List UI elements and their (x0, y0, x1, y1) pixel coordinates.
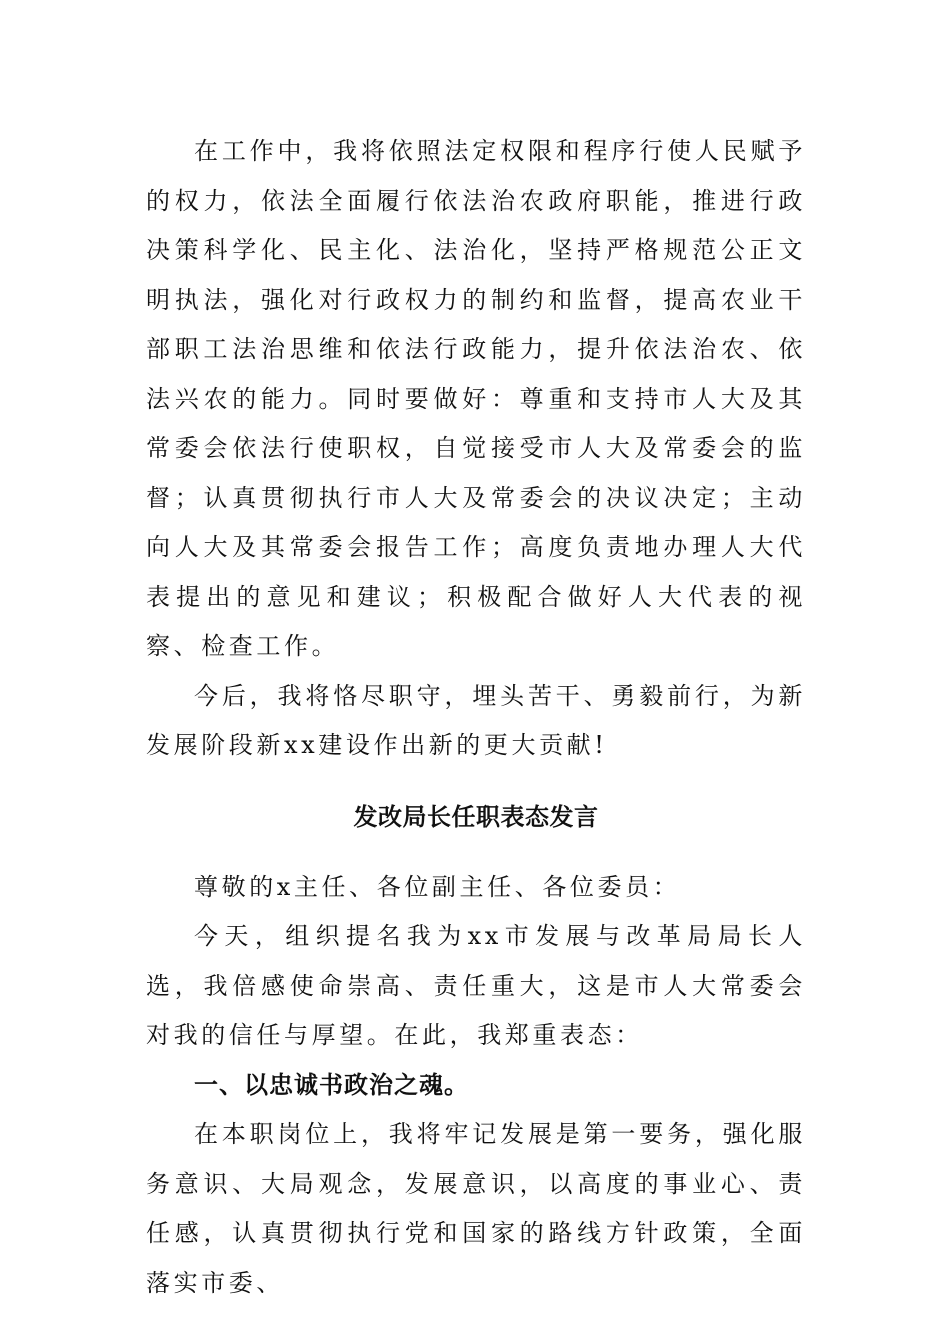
paragraph-duties: 在工作中，我将依照法定权限和程序行使人民赋予的权力，依法全面履行依法治农政府职能，推进行政决策科学化、民主化、法治化，坚持严格规范公正文明执法，强化对行政权力的制约和监督，提高农业干部职工法治思维和依法行政能力，提升依法治农、依法兴农的能力。同时要做好：尊重和支持市人大及其常委会依法行使职权，自觉接受市人大及常委会的监督；认真贯彻执行市人大及常委会的决议决定；主动向人大及其常委会报告工作；高度负责地办理人大代表提出的意见和建议；积极配合做好人大代表的视察、检查工作。 (146, 137, 806, 660)
section-heading-1: 一、以忠诚书政治之魂。 (194, 1070, 469, 1099)
speech-title: 发改局长任职表态发言 (353, 802, 599, 831)
paragraph-section-1: 在本职岗位上，我将牢记发展是第一要务，强化服务意识、大局观念，发展意识，以高度的事业心、责任感，认真贯彻执行党和国家的路线方针政策，全面落实市委、 (146, 1120, 806, 1297)
document-body (146, 127, 806, 1308)
paragraph-intro: 今天，组织提名我为xx市发展与改革局局长人选，我倍感使命崇高、责任重大，这是市人大常委会对我的信任与厚望。在此，我郑重表态： (146, 922, 806, 1049)
paragraph-closing: 今后，我将恪尽职守，埋头苦干、勇毅前行，为新发展阶段新xx建设作出新的更大贡献! (146, 681, 806, 759)
salutation: 尊敬的x主任、各位副主任、各位委员： (194, 872, 681, 901)
